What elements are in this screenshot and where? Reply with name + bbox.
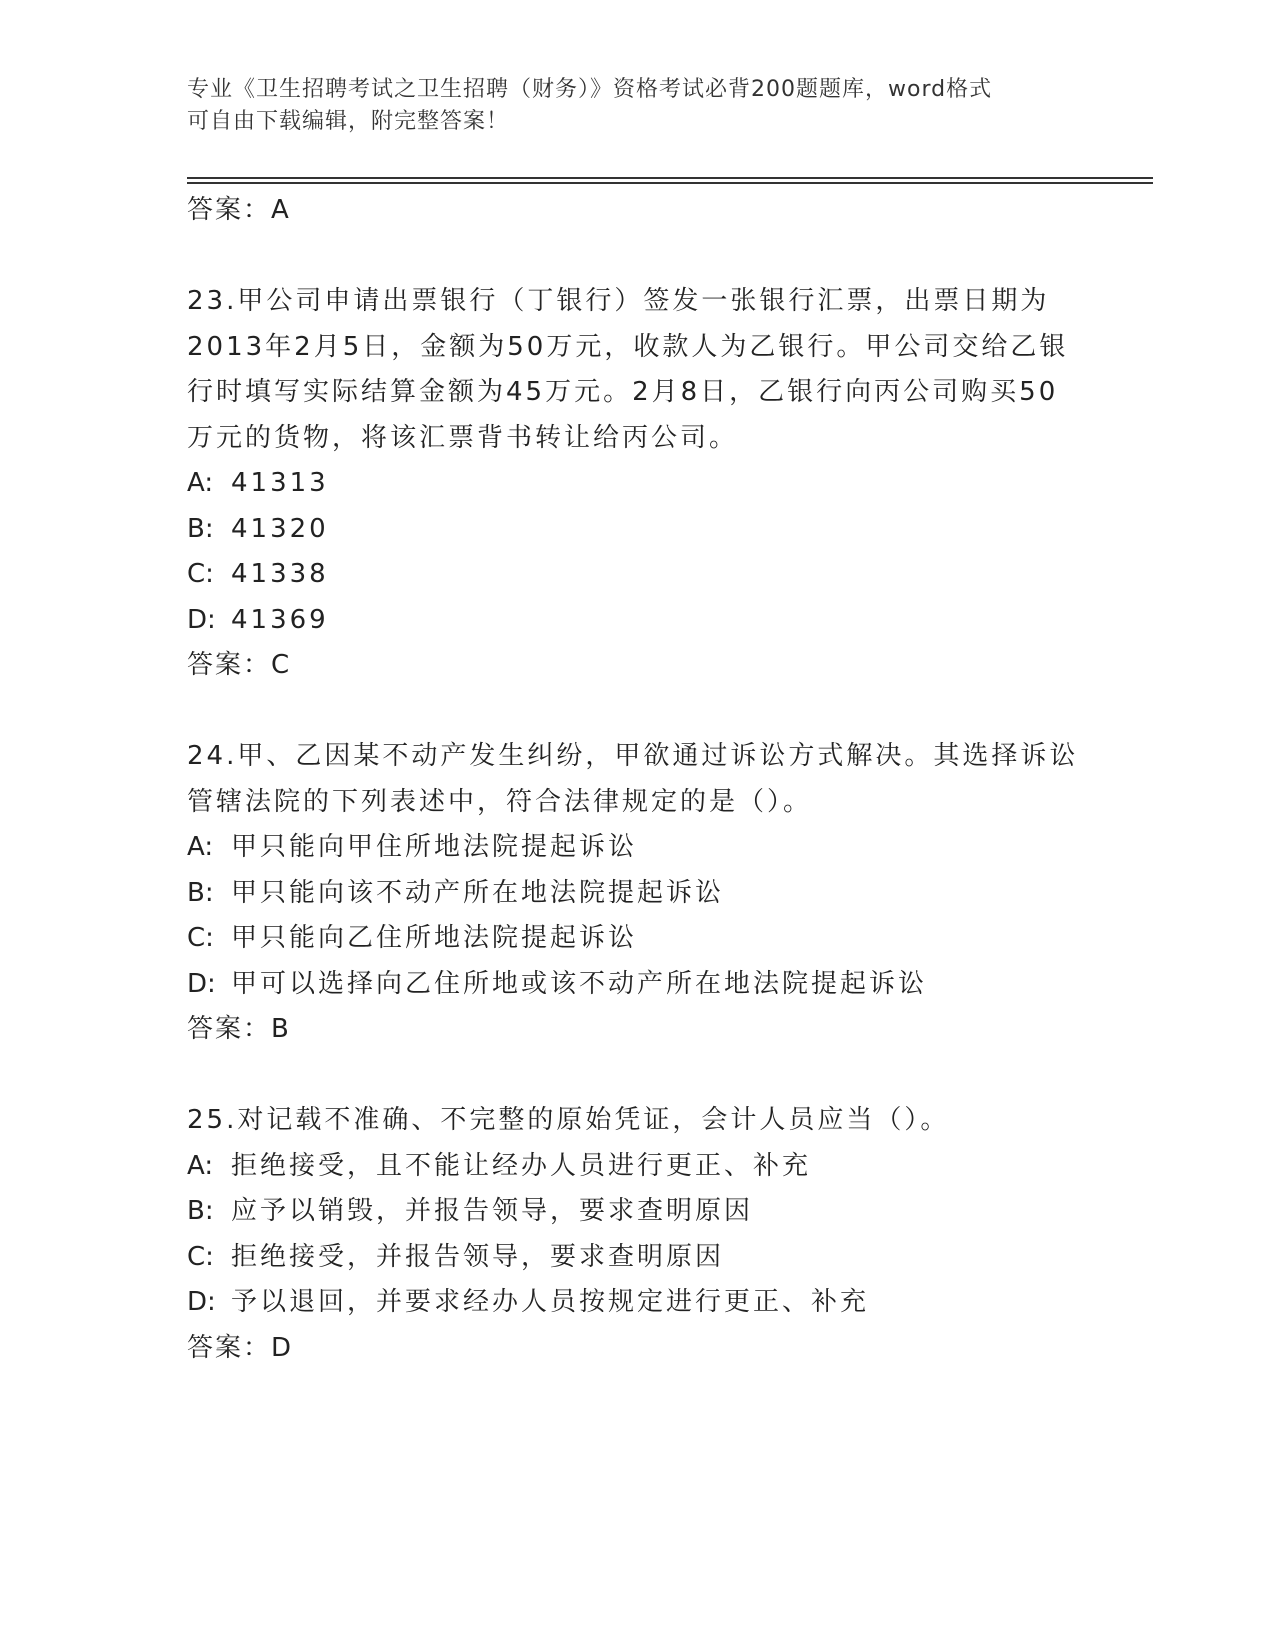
- option-a: [187, 1144, 1087, 1190]
- option-b: [187, 507, 1087, 553]
- question-23: [187, 279, 1087, 689]
- option-letter: B:: [187, 1196, 214, 1226]
- option-letter: B:: [187, 513, 214, 544]
- option-letter: D:: [187, 1287, 216, 1317]
- spacer: [187, 689, 1087, 735]
- document-header: [187, 74, 1087, 138]
- option-letter: D:: [187, 604, 216, 635]
- question-text-line: 2013年2月5日，金额为50万元，收款人为乙银行。甲公司交给乙银: [187, 331, 1069, 362]
- option-b: [187, 1189, 1087, 1235]
- answer-line: 答案：C: [187, 650, 292, 680]
- header-divider: [187, 177, 1153, 179]
- option-text: 拒绝接受，且不能让经办人员进行更正、补充: [231, 1150, 812, 1181]
- question-text-line: 24.甲、乙因某不动产发生纠纷，甲欲通过诉讼方式解决。其选择诉讼: [187, 741, 1079, 771]
- question-text-line: 行时填写实际结算金额为45万元。2月8日，乙银行向丙公司购买50: [187, 377, 1059, 407]
- spacer: [187, 1053, 1087, 1099]
- option-text: 应予以销毁，并报告领导，要求查明原因: [231, 1196, 754, 1226]
- question-text-line: 23.甲公司申请出票银行（丁银行）签发一张银行汇票，出票日期为: [187, 286, 1050, 316]
- option-text: 予以退回，并要求经办人员按规定进行更正、补充: [231, 1287, 870, 1317]
- question-text-line: 管辖法院的下列表述中，符合法律规定的是（）。: [187, 786, 813, 817]
- header-line: 可自由下载编辑，附完整答案！: [187, 109, 510, 134]
- option-letter: C:: [187, 559, 214, 589]
- option-letter: D:: [187, 968, 216, 999]
- option-d: [187, 1280, 1087, 1326]
- option-text: 41320: [231, 513, 329, 544]
- option-text: 甲只能向乙住所地法院提起诉讼: [231, 923, 638, 953]
- question-25: [187, 1098, 1087, 1371]
- option-letter: B:: [187, 877, 214, 908]
- option-a: [187, 461, 1087, 507]
- option-text: 甲可以选择向乙住所地或该不动产所在地法院提起诉讼: [231, 968, 928, 999]
- option-letter: A:: [187, 468, 214, 498]
- option-c: [187, 916, 1087, 962]
- question-24: [187, 734, 1087, 1053]
- option-letter: C:: [187, 1241, 214, 1272]
- option-letter: C:: [187, 923, 214, 953]
- header-divider: [187, 182, 1153, 184]
- option-text: 41313: [231, 468, 329, 498]
- question-text-line: 万元的货物，将该汇票背书转让给丙公司。: [187, 422, 739, 453]
- previous-answer: 答案：A: [187, 195, 291, 225]
- option-letter: A:: [187, 832, 214, 862]
- option-a: [187, 825, 1087, 871]
- question-text-line: 25.对记载不准确、不完整的原始凭证，会计人员应当（）。: [187, 1105, 950, 1135]
- option-text: 拒绝接受，并报告领导，要求查明原因: [231, 1241, 725, 1272]
- question-list: [187, 188, 1087, 1371]
- option-text: 41338: [231, 559, 329, 589]
- option-b: [187, 871, 1087, 917]
- option-c: [187, 552, 1087, 598]
- option-letter: A:: [187, 1150, 214, 1181]
- option-d: [187, 598, 1087, 644]
- header-line: 专业《卫生招聘考试之卫生招聘（财务）》资格考试必背200题题库，word格式: [187, 77, 993, 102]
- option-text: 41369: [231, 604, 329, 635]
- answer-line: 答案：B: [187, 1014, 291, 1044]
- option-text: 甲只能向该不动产所在地法院提起诉讼: [231, 877, 725, 908]
- answer-line: 答案：D: [187, 1332, 294, 1363]
- option-text: 甲只能向甲住所地法院提起诉讼: [231, 832, 638, 862]
- option-d: [187, 962, 1087, 1008]
- spacer: [187, 234, 1087, 280]
- option-c: [187, 1235, 1087, 1281]
